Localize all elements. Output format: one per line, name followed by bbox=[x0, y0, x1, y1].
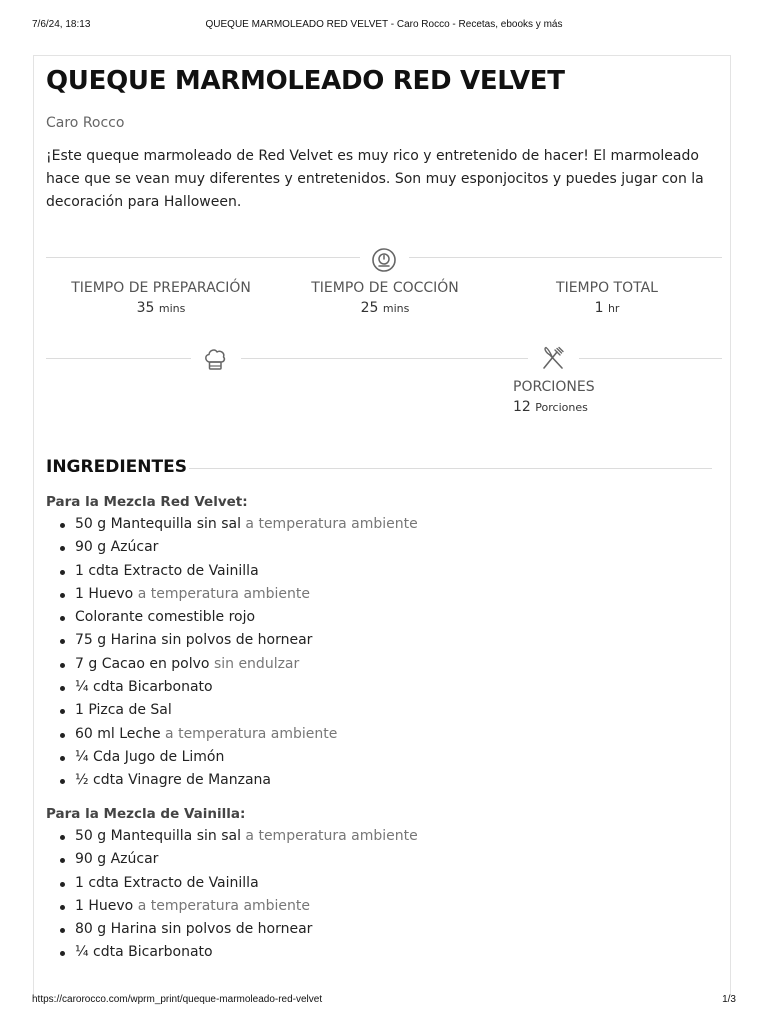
ingredient-notes: a temperatura ambiente bbox=[137, 585, 311, 602]
total-time-label: TIEMPO TOTAL bbox=[556, 280, 658, 296]
prep-time bbox=[66, 280, 256, 316]
ingredient-text: 1 cdta Extracto de Vainilla bbox=[75, 874, 259, 891]
ingredient-item bbox=[46, 513, 726, 536]
ingredients-header: INGREDIENTES bbox=[46, 457, 187, 477]
servings-unit: Porciones bbox=[535, 401, 588, 414]
servings-divider-1 bbox=[46, 358, 191, 359]
chef-hat-icon bbox=[203, 347, 227, 373]
ingredient-text: 7 g Cacao en polvo bbox=[75, 655, 210, 672]
ingredient-item bbox=[46, 676, 726, 699]
ingredient-item bbox=[46, 629, 726, 652]
print-header bbox=[0, 0, 768, 30]
ingredient-text: ¼ cdta Bicarbonato bbox=[75, 679, 213, 696]
servings-value: 12 bbox=[513, 399, 531, 415]
total-time-value: 1 bbox=[594, 300, 604, 316]
ingredient-text: 90 g Azúcar bbox=[75, 851, 159, 868]
cutlery-icon bbox=[540, 346, 566, 372]
ingredient-item bbox=[46, 825, 726, 848]
print-date: 7/6/24, 18:13 bbox=[32, 19, 91, 30]
ingredient-notes: a temperatura ambiente bbox=[245, 828, 418, 844]
servings-divider-2 bbox=[241, 358, 528, 359]
print-source-url[interactable]: https://carorocco.com/wprm_print/queque-marmoleado-red-velvet bbox=[32, 994, 323, 1005]
servings-divider-3 bbox=[579, 358, 722, 359]
total-time-unit: hr bbox=[607, 302, 620, 315]
ingredient-text: 60 ml Leche bbox=[75, 725, 161, 742]
ingredient-group bbox=[46, 806, 726, 965]
ingredient-text: 1 Huevo bbox=[75, 897, 134, 914]
prep-time-label: TIEMPO DE PREPARACIÓN bbox=[71, 280, 251, 296]
prep-time-value: 35 bbox=[136, 300, 155, 316]
servings-value-row bbox=[513, 399, 595, 415]
ingredient-group-name: Para la Mezcla de Vainilla: bbox=[46, 806, 246, 822]
ingredient-text: 80 g Harina sin polvos de hornear bbox=[75, 921, 313, 938]
ingredient-text: ¼ cdta Bicarbonato bbox=[75, 944, 213, 961]
servings-label: PORCIONES bbox=[513, 379, 595, 395]
ingredient-item bbox=[46, 941, 726, 964]
ingredient-text: ¼ Cda Jugo de Limón bbox=[75, 748, 225, 765]
ingredient-notes: a temperatura ambiente bbox=[165, 725, 338, 742]
ingredient-text: 75 g Harina sin polvos de hornear bbox=[75, 632, 313, 649]
recipe-title: QUEQUE MARMOLEADO RED VELVET bbox=[46, 66, 565, 96]
ingredient-text: ½ cdta Vinagre de Manzana bbox=[75, 772, 271, 789]
ingredient-item bbox=[46, 536, 726, 559]
ingredient-notes: sin endulzar bbox=[213, 655, 300, 672]
ingredient-text: 1 Huevo bbox=[75, 585, 134, 602]
recipe-card bbox=[33, 55, 731, 995]
ingredient-item bbox=[46, 895, 726, 918]
cook-time-value-row bbox=[290, 300, 480, 316]
ingredient-item bbox=[46, 653, 726, 676]
cook-time-value: 25 bbox=[360, 300, 379, 316]
ingredient-item bbox=[46, 583, 726, 606]
ingredients-header-line bbox=[189, 468, 712, 469]
print-footer bbox=[0, 994, 768, 1024]
recipe-author: Caro Rocco bbox=[46, 115, 125, 131]
recipe-summary: ¡Este queque marmoleado de Red Velvet es muy rico y entretenido de hacer! El marmoleado hace que se vean muy diferentes y entretenidos. Son muy esponjocitos y puedes jugar con la decoración para Halloween. bbox=[46, 148, 704, 210]
times-divider-right bbox=[409, 257, 722, 258]
ingredient-text: 90 g Azúcar bbox=[75, 539, 159, 556]
ingredient-item bbox=[46, 746, 726, 769]
ingredient-text: 50 g Mantequilla sin sal bbox=[75, 516, 241, 532]
total-time-value-row bbox=[512, 300, 702, 316]
ingredient-item bbox=[46, 560, 726, 583]
ingredient-text: 1 cdta Extracto de Vainilla bbox=[75, 562, 259, 579]
prep-time-unit: mins bbox=[158, 302, 186, 315]
ingredient-list bbox=[46, 825, 726, 965]
cook-time-label: TIEMPO DE COCCIÓN bbox=[311, 280, 459, 296]
ingredient-item bbox=[46, 918, 726, 941]
ingredient-notes: a temperatura ambiente bbox=[245, 516, 418, 532]
print-page-number: 1/3 bbox=[722, 994, 736, 1005]
cook-time bbox=[290, 280, 480, 316]
servings bbox=[513, 379, 595, 415]
ingredient-item bbox=[46, 606, 726, 629]
prep-time-value-row bbox=[66, 300, 256, 316]
ingredient-text: 50 g Mantequilla sin sal bbox=[75, 828, 241, 844]
ingredient-item bbox=[46, 723, 726, 746]
cook-time-unit: mins bbox=[382, 302, 410, 315]
ingredient-item bbox=[46, 769, 726, 792]
ingredient-notes: a temperatura ambiente bbox=[137, 897, 311, 914]
times-divider-left bbox=[46, 257, 360, 258]
ingredient-item bbox=[46, 848, 726, 871]
ingredient-group bbox=[46, 494, 726, 793]
ingredient-list bbox=[46, 513, 726, 793]
ingredient-item bbox=[46, 699, 726, 722]
ingredient-item bbox=[46, 872, 726, 895]
print-page-title: QUEQUE MARMOLEADO RED VELVET - Caro Rocco - Recetas, ebooks y más bbox=[205, 19, 563, 30]
ingredient-text: 1 Pizca de Sal bbox=[75, 702, 172, 719]
ingredient-group-name: Para la Mezcla Red Velvet: bbox=[46, 494, 248, 510]
total-time bbox=[512, 280, 702, 316]
ingredient-text: Colorante comestible rojo bbox=[75, 609, 256, 626]
timer-icon bbox=[371, 247, 397, 273]
